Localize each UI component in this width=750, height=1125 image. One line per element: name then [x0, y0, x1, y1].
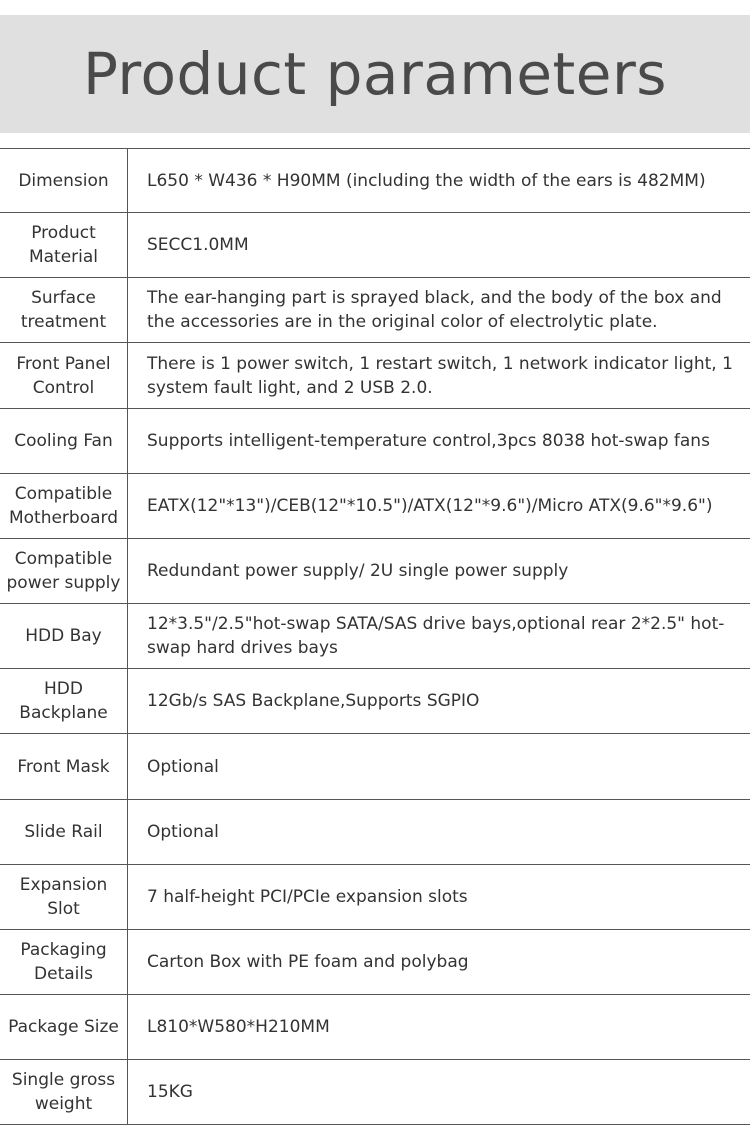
row-label: Package Size — [0, 995, 128, 1059]
table-row — [0, 474, 750, 539]
row-label: Front Mask — [0, 734, 128, 799]
row-label: Product Material — [0, 213, 128, 277]
row-label: HDD Backplane — [0, 669, 128, 733]
row-label: HDD Bay — [0, 604, 128, 668]
table-row — [0, 734, 750, 800]
table-row — [0, 995, 750, 1060]
row-value: L650 * W436 * H90MM (including the width of the ears is 482MM) — [147, 170, 706, 191]
table-row — [0, 604, 750, 669]
parameters-table — [0, 148, 750, 1125]
row-value: The ear-hanging part is sprayed black, and the body of the box and the accessories are in the original color of electrolytic plate. — [147, 288, 722, 332]
row-label: Compatible Motherboard — [0, 474, 128, 538]
table-row — [0, 149, 750, 213]
page-title: Product parameters — [82, 40, 668, 108]
row-label: Cooling Fan — [0, 409, 128, 473]
row-value: Carton Box with PE foam and polybag — [147, 952, 469, 972]
table-row — [0, 1060, 750, 1125]
row-value: 7 half-height PCI/PCIe expansion slots — [147, 887, 468, 907]
row-label: Slide Rail — [0, 800, 128, 864]
table-row — [0, 669, 750, 734]
row-value: 12Gb/s SAS Backplane,Supports SGPIO — [147, 691, 480, 711]
table-row — [0, 930, 750, 995]
row-value: Supports intelligent-temperature control,3pcs 8038 hot-swap fans — [147, 431, 710, 451]
table-row — [0, 213, 750, 278]
row-value: L810*W580*H210MM — [147, 1017, 330, 1037]
table-row — [0, 278, 750, 343]
row-value: Redundant power supply/ 2U single power supply — [147, 561, 569, 581]
row-value: EATX(12"*13")/CEB(12"*10.5")/ATX(12"*9.6")/Micro ATX(9.6"*9.6") — [147, 496, 713, 516]
table-row — [0, 865, 750, 930]
row-value: 15KG — [147, 1082, 193, 1102]
row-label: Compatible power supply — [0, 539, 128, 603]
row-value: Optional — [147, 822, 219, 842]
row-label: Packaging Details — [0, 930, 128, 994]
row-value: 12*3.5"/2.5"hot-swap SATA/SAS drive bays,optional rear 2*2.5" hot-swap hard drives bays — [147, 614, 725, 658]
row-label: Front Panel Control — [0, 343, 128, 408]
row-label: Expansion Slot — [0, 865, 128, 929]
row-value: There is 1 power switch, 1 restart switch, 1 network indicator light, 1 system fault light, and 2 USB 2.0. — [147, 353, 733, 398]
row-label: Surface treatment — [0, 278, 128, 342]
row-value: SECC1.0MM — [147, 235, 249, 255]
title-banner — [0, 15, 750, 133]
table-row — [0, 800, 750, 865]
row-value: Optional — [147, 756, 219, 777]
table-row — [0, 539, 750, 604]
row-label: Single gross weight — [0, 1060, 128, 1124]
table-row — [0, 343, 750, 409]
row-label: Dimension — [0, 149, 128, 212]
table-row — [0, 409, 750, 474]
